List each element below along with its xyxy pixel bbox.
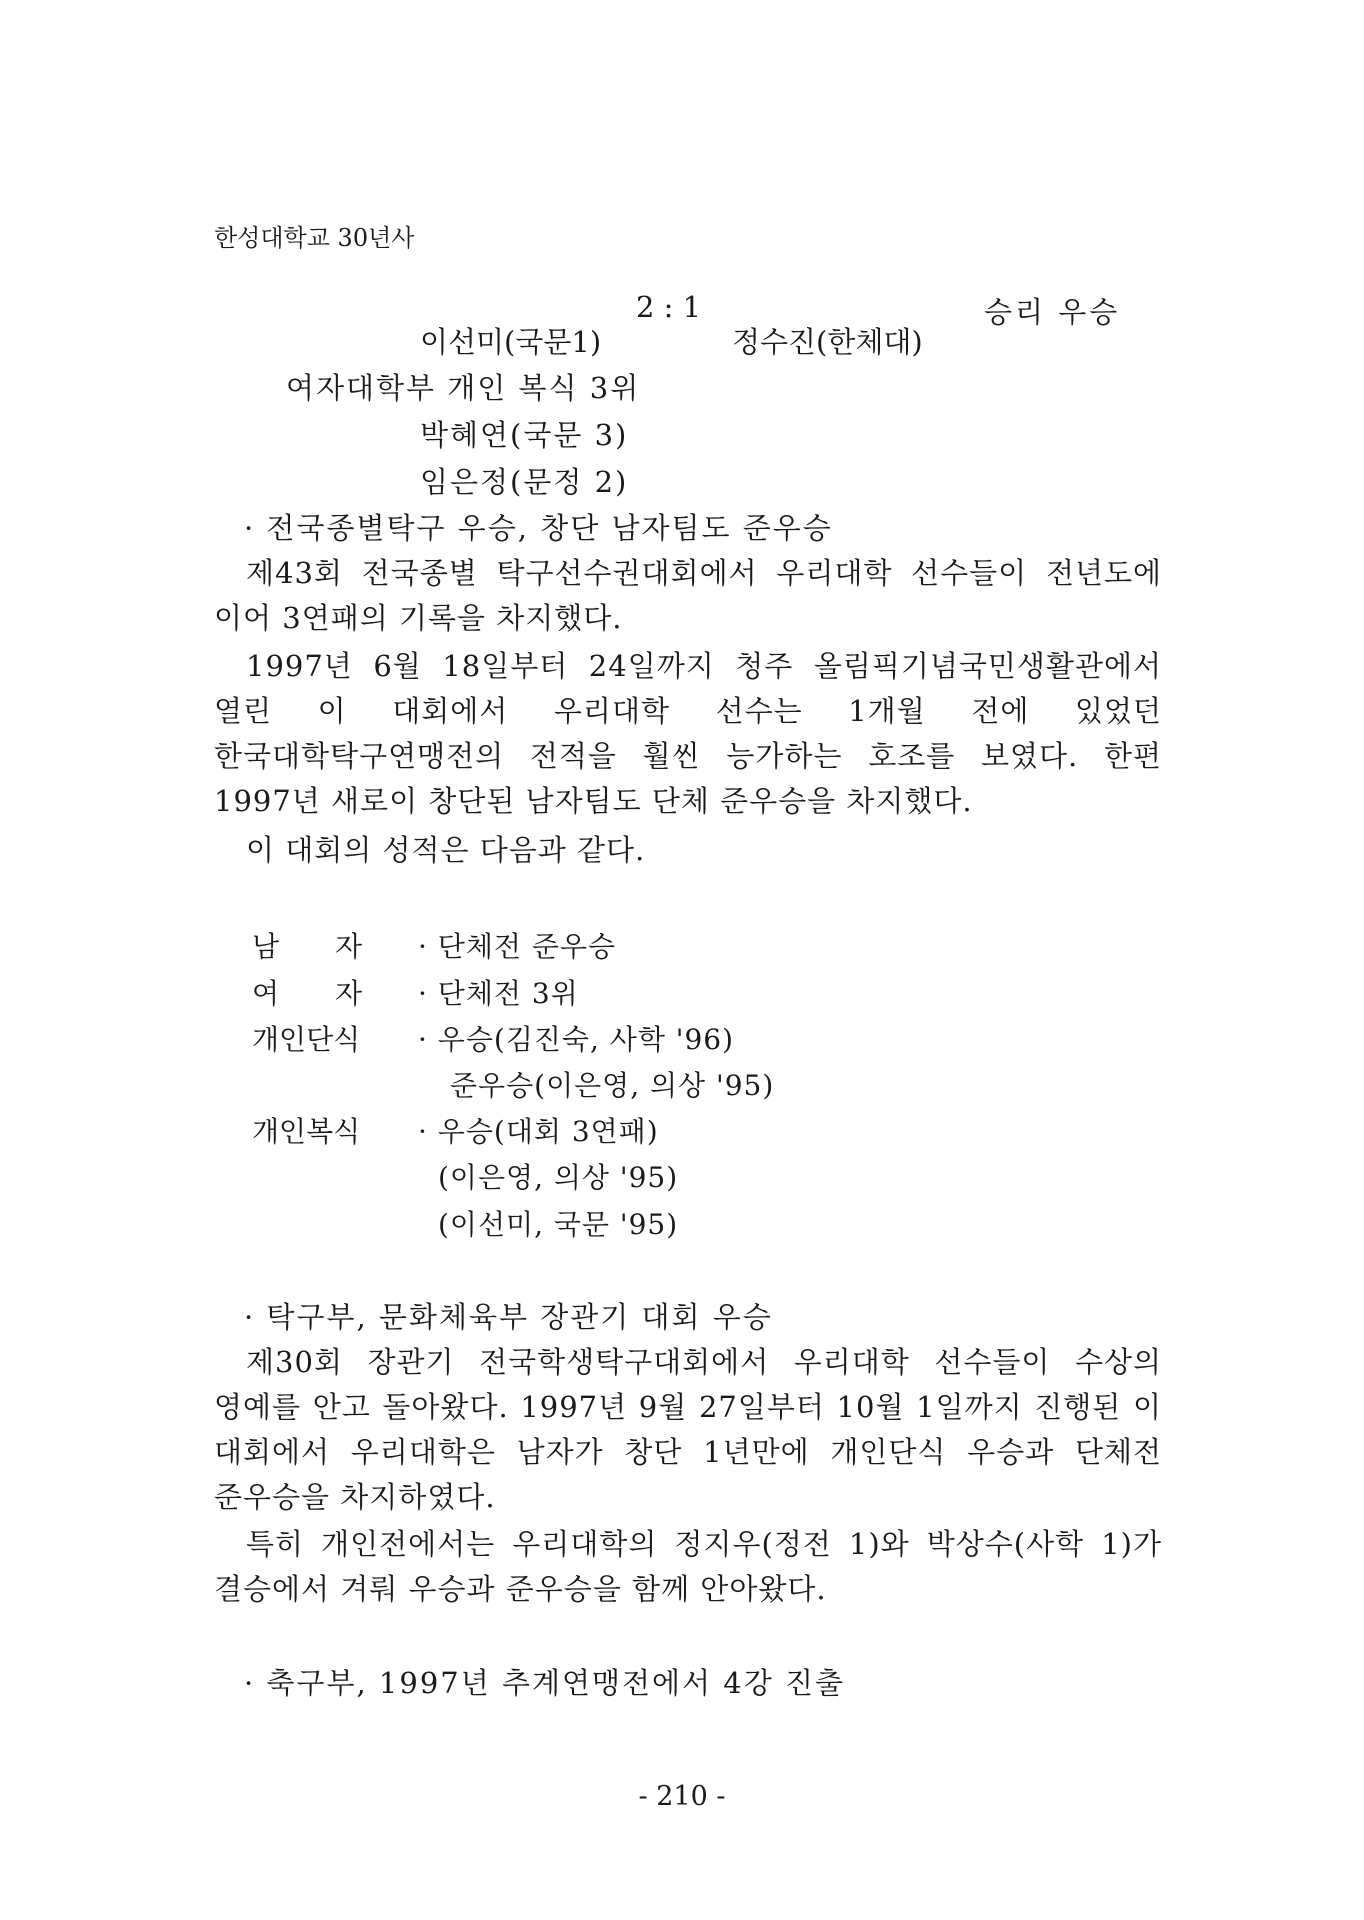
paragraph-national-championship-2: 1997년 6월 18일부터 24일까지 청주 올림픽기념국민생활관에서 열린 이 대회에서 우리대학 선수는 1개월 전에 있었던 한국대학탁구연맹전의 전적을 훨씬 능가하는 호조를 보였다. 한편 1997년 새로이 창단된 남자팀도 단체 준우승을 차지했다. <box>214 649 1162 818</box>
results-value-men: · 단체전 준우승 <box>418 930 616 963</box>
paragraph-minister-cup-2: 특히 개인전에서는 우리대학의 정지우(정전 1)와 박상수(사학 1)가 결승에서 겨뤄 우승과 준우승을 함께 안아왔다. <box>214 1527 1162 1606</box>
section-heading-football: · 축구부, 1997년 추계연맹전에서 4강 진출 <box>244 1666 845 1700</box>
results-value-doubles-member-1: (이은영, 의상 '95) <box>438 1161 679 1194</box>
women-doubles-title: 여자대학부 개인 복식 3위 <box>286 371 641 405</box>
player-left: 이선미(국문1) <box>420 325 602 359</box>
match-result: 승리 우승 <box>984 295 1121 329</box>
results-value-women: · 단체전 3위 <box>418 977 579 1010</box>
paragraph-minister-cup-1: 제30회 장관기 전국학생탁구대회에서 우리대학 선수들이 수상의 영예를 안고 돌아왔다. 1997년 9월 27일부터 10월 1일까지 진행된 이 대회에서 우리대학은 남자가 창단 1년만에 개인단식 우승과 단체전 준우승을 차지하였다. <box>214 1345 1162 1514</box>
paragraph-national-championship-1: 제43회 전국종별 탁구선수권대회에서 우리대학 선수들이 전년도에 이어 3연패의 기록을 차지했다. <box>214 556 1162 635</box>
paragraph-results-intro: 이 대회의 성적은 다음과 같다. <box>246 833 646 867</box>
match-score: 2 : 1 <box>636 290 702 324</box>
page-number: - 210 - <box>638 1781 726 1812</box>
results-value-singles-winner: · 우승(김진숙, 사학 '96) <box>418 1023 735 1056</box>
results-label-doubles: 개인복식 <box>252 1115 361 1148</box>
section-heading-minister-cup: · 탁구부, 문화체육부 장관기 대회 우승 <box>244 1300 773 1334</box>
running-title: 한성대학교 30년사 <box>214 224 415 252</box>
results-value-doubles-winner: · 우승(대회 3연패) <box>418 1115 659 1148</box>
results-value-doubles-member-2: (이선미, 국문 '95) <box>438 1208 679 1241</box>
results-value-singles-runner-up: 준우승(이은영, 의상 '95) <box>450 1069 775 1102</box>
results-label-men: 남 자 <box>252 930 363 963</box>
player-right: 정수진(한체대) <box>732 325 923 359</box>
results-label-women: 여 자 <box>252 977 363 1010</box>
women-doubles-member-2: 임은정(문정 2) <box>420 465 629 499</box>
section-heading-national-championship: · 전국종별탁구 우승, 창단 남자팀도 준우승 <box>244 511 833 545</box>
results-label-singles: 개인단식 <box>252 1023 361 1056</box>
women-doubles-member-1: 박혜연(국문 3) <box>420 418 629 452</box>
